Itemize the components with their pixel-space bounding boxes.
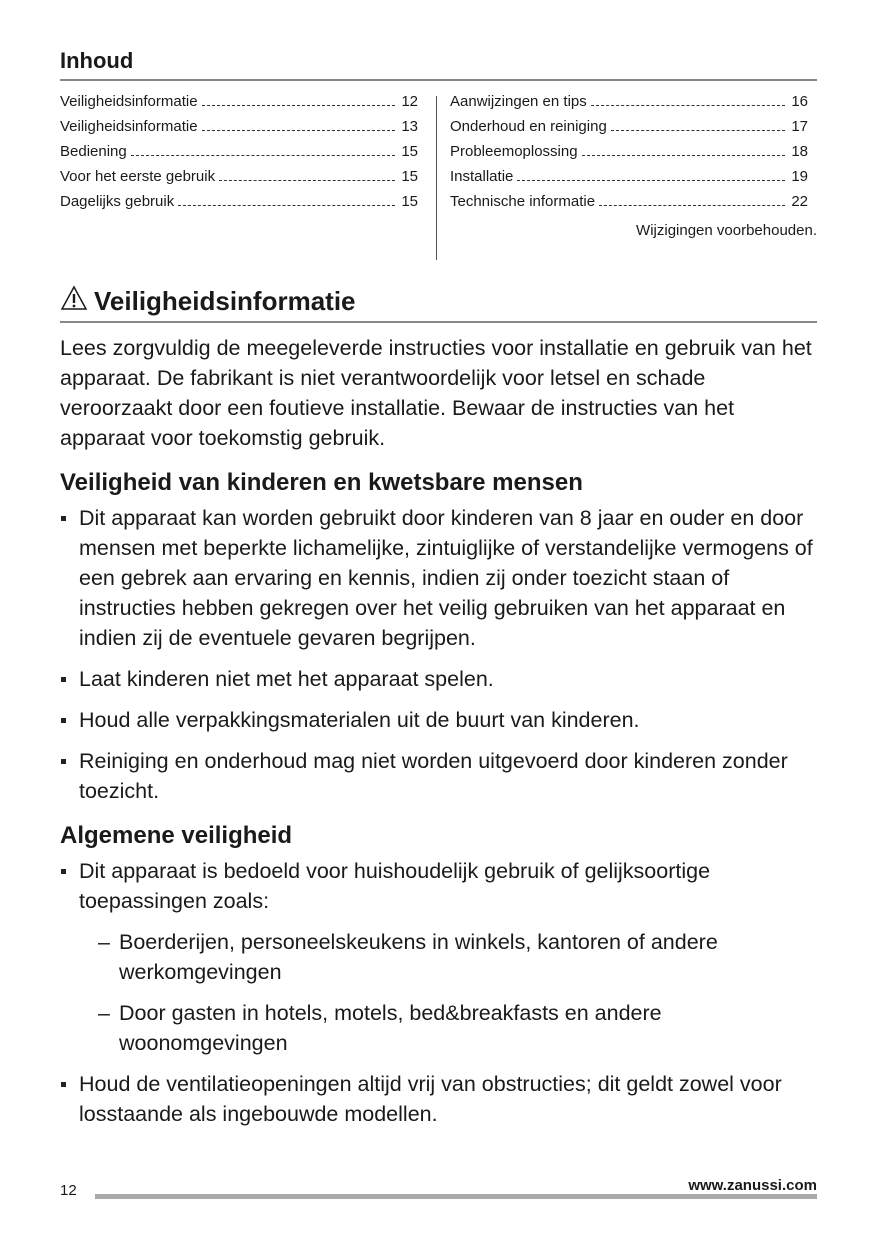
toc-entry[interactable] <box>60 143 418 168</box>
toc-entry-page: 16 <box>791 93 808 110</box>
dash-marker: – <box>98 930 110 954</box>
list-item: Houd alle verpakkingsmaterialen uit de buurt van kinderen. <box>60 705 817 735</box>
sub-list-item-text: Door gasten in hotels, motels, bed&breakfasts en andere woonomgevingen <box>119 1001 662 1055</box>
subheading-general-safety: Algemene veiligheid <box>60 822 293 849</box>
warning-triangle-icon <box>60 285 88 318</box>
sub-list-item-text: Boerderijen, personeelskeukens in winkels, kantoren of andere werkomgevingen <box>119 930 718 984</box>
toc-entry-label: Bediening <box>60 143 127 160</box>
toc-entry[interactable] <box>60 118 418 143</box>
list-item <box>60 856 817 1058</box>
children-safety-list <box>60 503 817 806</box>
toc-leader <box>131 143 396 156</box>
toc-entry-label: Veiligheidsinformatie <box>60 93 198 110</box>
toc-entry-page: 15 <box>401 143 418 160</box>
toc-leader <box>517 168 785 181</box>
toc-entry[interactable] <box>60 93 418 118</box>
dash-marker: – <box>98 1001 110 1025</box>
toc-entry[interactable] <box>450 143 808 168</box>
list-item-text: Dit apparaat is bedoeld voor huishoudelijk gebruik of gelijksoortige toepassingen zoals: <box>79 859 711 913</box>
list-item: Dit apparaat kan worden gebruikt door kinderen van 8 jaar en ouder en door mensen met beperkte lichamelijke, zintuiglijke of verstandelijke vermogens of een gebrek aan ervaring en kennis, indien zij onder toezicht staan of instructies hebben gekregen over het veilig gebruiken van het apparaat en indien zij de eventuele gevaren begrijpen. <box>60 503 817 653</box>
column-divider <box>436 96 437 260</box>
toc-entry-page: 15 <box>401 193 418 210</box>
toc-entry-label: Technische informatie <box>450 193 596 210</box>
toc-leader <box>599 193 785 206</box>
general-safety-list <box>60 856 817 1129</box>
intro-paragraph: Lees zorgvuldig de meegeleverde instructies voor installatie en gebruik van het apparaat. De fabrikant is niet verantwoordelijk voor letsel en schade veroorzaakt door een foutieve installatie. Bewaar de instructies van het apparaat voor toekomstig gebruik. <box>60 336 812 450</box>
toc-entry-label: Dagelijks gebruik <box>60 193 175 210</box>
toc-entry-page: 18 <box>791 143 808 160</box>
toc-leader <box>202 118 396 131</box>
toc-entry-page: 13 <box>401 118 418 135</box>
subheading-children-safety: Veiligheid van kinderen en kwetsbare mensen <box>60 469 583 496</box>
website-link[interactable]: www.zanussi.com <box>688 1177 817 1194</box>
footer-rule <box>95 1194 817 1199</box>
list-item: Reiniging en onderhoud mag niet worden uitgevoerd door kinderen zonder toezicht. <box>60 746 817 806</box>
toc-leader <box>582 143 786 156</box>
toc-entry-label: Installatie <box>450 168 514 185</box>
toc-entry[interactable] <box>450 168 808 193</box>
toc-entry[interactable] <box>450 118 808 143</box>
toc-leader <box>611 118 786 131</box>
toc-left-column <box>60 93 418 218</box>
toc-entry-label: Aanwijzingen en tips <box>450 93 587 110</box>
toc-leader <box>178 193 395 206</box>
toc-right-column <box>450 93 808 218</box>
section-title: Veiligheidsinformatie <box>94 286 356 316</box>
toc-entry[interactable] <box>450 193 808 218</box>
toc-leader <box>591 93 786 106</box>
section-body <box>60 333 817 1140</box>
sub-list-item <box>79 998 817 1058</box>
section-heading <box>60 285 356 318</box>
toc-entry[interactable] <box>450 93 808 118</box>
page-number: 12 <box>60 1182 77 1199</box>
sub-list-item <box>79 927 817 987</box>
divider <box>60 321 817 323</box>
toc-entry-page: 17 <box>791 118 808 135</box>
list-item: Houd de ventilatieopeningen altijd vrij van obstructies; dit geldt zowel voor losstaande als ingebouwde modellen. <box>60 1069 817 1129</box>
toc-entry-page: 15 <box>401 168 418 185</box>
toc-entry-page: 12 <box>401 93 418 110</box>
toc-entry-page: 22 <box>791 193 808 210</box>
toc-title: Inhoud <box>60 48 134 73</box>
toc-entry[interactable] <box>60 193 418 218</box>
toc-entry-label: Voor het eerste gebruik <box>60 168 216 185</box>
changes-note: Wijzigingen voorbehouden. <box>636 222 817 239</box>
toc-leader <box>219 168 395 181</box>
divider <box>60 79 817 81</box>
list-item: Laat kinderen niet met het apparaat spelen. <box>60 664 817 694</box>
toc-entry-label: Veiligheidsinformatie <box>60 118 198 135</box>
toc-entry-page: 19 <box>791 168 808 185</box>
toc-leader <box>202 93 396 106</box>
toc-entry[interactable] <box>60 168 418 193</box>
toc-entry-label: Onderhoud en reiniging <box>450 118 607 135</box>
toc-entry-label: Probleemoplossing <box>450 143 578 160</box>
